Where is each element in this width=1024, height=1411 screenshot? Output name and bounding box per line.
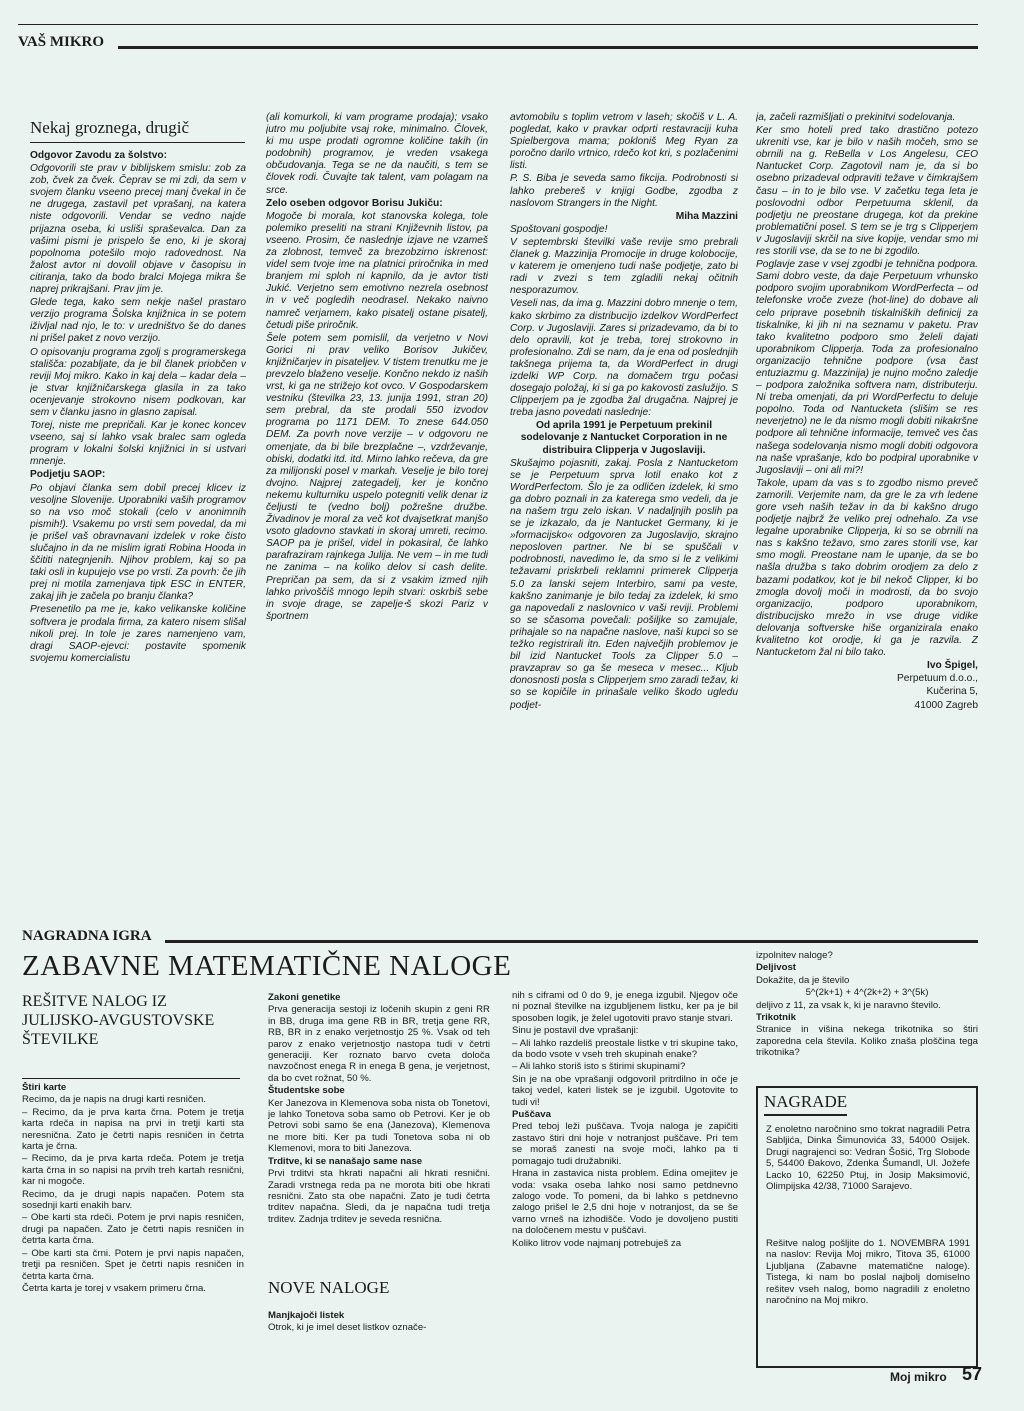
letters-column-2: [266, 112, 488, 910]
letters-column-1: [30, 150, 246, 910]
paragraph: Podjetju SAOP:: [30, 469, 106, 481]
paragraph: Takole, upam da vas s to zgodbo nismo preveč zamorili. Verjemite nam, da gre le za vrh ledene gore vseh naših težav in da bi kakšno drugo podjetje najbrž že veliko prej odnehalo. Za vse legalne uporabnike Clipperja, ki so se obrnili na nas s kakšno težavo, smo zares storili vse, kar smo mogli. Preostane nam le upanje, da se bo našla družba s tako dobrim orodjem za delo z bazami podatkov, kot je bil nekoč Clipper, ki bo zmogla dovolj moči in modrosti, da bo svojo organizacijo, podporo uporabnikom, distribucijsko mrežo in vse druge vidike delovanja softverske hiše organizirala enako kvalitetno kot orodje, ki ga je razvila. Z Nantucketom žal ni bilo tako.: [756, 477, 978, 659]
game-title: ZABAVNE MATEMATIČNE NALOGE: [22, 950, 512, 982]
paragraph: – Recimo, da je prva karta črna. Potem je tretja karta rdeča in napisa na prvi in tretji karti sta neresnična. Zato je četrti napis resničen in četrta karta je črna.: [22, 1106, 244, 1153]
paragraph: Dokažite, da je število: [756, 974, 850, 986]
paragraph: Zakoni genetike: [268, 992, 341, 1003]
header-rule: [118, 46, 978, 49]
paragraph: Perpetuum d.o.o.,: [897, 673, 978, 685]
paragraph: izpolnitev naloge?: [756, 950, 833, 961]
paragraph: Spoštovani gospodje!: [510, 223, 608, 235]
paragraph: P. S. Biba je seveda samo fikcija. Podrobnosti si lahko prebereš v knjigi Godbe, zgodba z naslovom Strangers in the Night.: [510, 173, 738, 209]
paragraph: Sin je na obe vprašanji odgovoril pritrdilno in oče je takoj vedel, kateri listek se je izgubil. Ugotovite to tudi vi!: [512, 1073, 738, 1108]
paragraph: 5^(2k+1) + 4^(2k+2) + 3^(5k): [805, 987, 929, 999]
paragraph: – Recimo, da je prva karta rdeča. Potem je tretja karta črna in so napisi na prvih treh kartah resnični, kar ni mogoče.: [22, 1153, 244, 1188]
paragraph: Recimo, da je napis na drugi karti resničen.: [22, 1094, 206, 1106]
magazine-name: Moj mikro: [890, 1370, 947, 1384]
paragraph: Manjkajoči listek: [268, 1310, 345, 1321]
paragraph: (ali komurkoli, ki vam programe prodaja); vsako jutro mu poljubite vsaj roke, minimalno. Človek, ki mu uspe prodati ogromne količine takih (in podobnih) programov, je vreden vsakega občudovanja. Tega se ne da naučiti, s tem se človek rodi. Čuvajte tak talent, vam polagam na srce.: [266, 112, 488, 196]
game-column-3: [512, 990, 738, 1360]
paragraph: Recimo, da je drugi napis napačen. Potem sta sosednji karti enakih barv.: [22, 1188, 244, 1212]
prizes-text: Z enoletno naročnino smo tokrat nagradili Petra Sabljića, Dinka Šimunovića 33, 54000 Osijek. Drugi nagrajenci so: Vedran Šošić, Trg Slobode 5, 54400 Đakovo, Zdenka Šumandl, Ul. Jožefe Lacko 10, 62250 Ptuj, in Josip Maksimović, Olimpijska 42/38, 71000 Sarajevo.: [766, 1124, 970, 1193]
page-number: 57: [962, 1364, 983, 1384]
letters-column-3: [510, 112, 738, 910]
paragraph: Mogoče bi morala, kot stanovska kolega, tole polemiko preseliti na strani Književnih listov, pa vseeno. Prosim, če naslednje izjave ne vzameš za zlobnost, temveč za brezobzirno iskrenost: videl sem tvoje ime na platnici priročnika in med branjem mi sploh ni kapnilo, da je avtor tisti Jukić. Verjetno sem emotivno nezrela osebnost in v več pogledih neodrasel. Nekako naivno namreč verjamem, kako pisatelj ostane pisatelj, četudi piše priročnik.: [266, 210, 488, 331]
paragraph: Hrana in zastavica nista problem. Edina omejitev je voda: vsaka oseba lahko nosi samo petdnevno zalogo vode. To pomeni, da bi lahko s petdnevno zalogo prišel le 2,5 dni hoje v notranjost, da se še varno vrneš na izhodišče. Vodo je dovoljeno pustiti na določenem mestu v puščavi.: [512, 1168, 738, 1237]
paragraph: Ker Janezova in Klemenova soba nista ob Tonetovi, je lahko Tonetova soba samo ob Petrovi. Ker je ob Petrovi sobi samo še ena (Janezova), Klemenova ne more biti. Ker pa tudi Tonetova soba ni ob Klemenovi, mora to biti Janezova.: [268, 1097, 490, 1155]
paragraph: Četrta karta je torej v vsakem primeru črna.: [22, 1282, 206, 1294]
paragraph: – Ali lahko storiš isto s štirimi skupinami?: [512, 1061, 686, 1073]
paragraph: – Ali lahko razdeliš preostale listke v tri skupine tako, da bodo vsote v vseh treh skupinah enake?: [512, 1037, 738, 1061]
paragraph: Odgovorili ste prav v biblijskem smislu: zob za zob, čvek za čvek. Čeprav se mi zdi, da sem v svojem članku vseeno precej manj čvekal in če ne drugega, zastavil pet vprašanj, na katera niste odgovorili. Vendar se vedno najde prijazna oseba, ki usliši spraševalca. Dan za vašimi pismi je prispelo še eno, ki je skoraj popolnoma potešilo mojo radovednost. Na žalost avtor ni dovolil objave v časopisu in citiranja, tako da bodo bralci Mojega mikra še naprej prikrajšani. Prav jim je.: [30, 163, 246, 296]
subtitle-rule: [22, 1078, 240, 1079]
prizes-box: [756, 1086, 978, 1368]
game-column-2: [268, 992, 490, 1262]
paragraph: – Obe karti sta črni. Potem je prvi napis napačen, tretji pa resničen. Spet je četrti napis resničen in četrta karta črna.: [22, 1247, 244, 1282]
paragraph: Trditve, ki se nanašajo same nase: [268, 1155, 423, 1167]
paragraph: Zelo oseben odgovor Borisu Jukiču:: [266, 197, 443, 209]
paragraph: Od aprila 1991 je Perpetuum prekinil sodelovanje z Nantucket Corporation in ne distribuira Clipperja v Jugoslaviji.: [520, 420, 728, 456]
paragraph: Puščava: [512, 1109, 551, 1121]
paragraph: Štiri karte: [22, 1082, 67, 1093]
paragraph: Po objavi članka sem dobil precej klicev iz vesoljne Slovenije. Uporabniki vaših programov so na vso moč stokali (celo v anonimnih pismih!). Vsakemu po vrsti sem povedal, da mi je prišel vaš obravnavani izdelek v roke čisto slučajno in da ne mislim igrati Robina Hooda in ščititi nategnjenih. Njihov problem, kaj so pa taki osli in kupujejo vse po vrsti. Za povrh: če jih prej ni motila zamenjava tipk ESC in ENTER, zakaj jih je začela po branju članka?: [30, 482, 246, 603]
paragraph: O opisovanju programa zgolj s programerskega stališča: pozabljate, da je bil članek priobčen v reviji Moj mikro. Kako in kaj dela – kadar dela – je stvar knjižničarskega glasila in za tako ocenjevanje strokovno nisem podkovan, kar sem v članku jasno in glasno zapisal.: [30, 346, 246, 418]
paragraph: ja, začeli razmišljati o prekinitvi sodelovanja.: [756, 112, 956, 123]
game-column-2-b: [268, 1310, 490, 1350]
paragraph: Veseli nas, da ima g. Mazzini dobro mnenje o tem, kako skrbimo za distribucijo izdelkov WordPerfect Corp. v Jugoslaviji. Zares si prizadevamo, da bi to delo opravili, kot je treba, torej strokovno in profesionalno. Zdi se nam, da je ena od poslednjih takšnega prijema ta, da WordPerfect in drugi izdelki WP Corp. na domačem trgu počasi dosegajo položaj, ki si ga po kakovosti zaslužijo. S Clipperjem pa je zgodba žal drugačna. Najprej je treba jasno povedati naslednje:: [510, 298, 738, 419]
prizes-text-2: Rešitve nalog pošljite do 1. NOVEMBRA 1991 na naslov: Revija Moj mikro, Titova 35, 61000 Ljubljana (Zabavne matematične naloge). Tistega, ki nam bo poslal najbolj domiselno rešitev vseh nalog, bomo nagradili z enoletno naročnino na Moj mikro.: [766, 1238, 970, 1307]
paragraph: avtomobilu s toplim vetrom v laseh; skočiš v L. A. pogledat, kako v pravkar odprti restavraciji kuha Spielbergova mama; pokloniš Meg Ryan za poročno darilo vrtnico, rdečo kot kri, s pozlačenimi listi.: [510, 112, 738, 172]
prizes-title: NAGRADE: [764, 1092, 847, 1116]
game-subtitle: REŠITVE NALOG IZ JULIJSKO-AVGUSTOVSKE ŠTEVILKE: [22, 993, 215, 1048]
paragraph: Trikotnik: [756, 1012, 796, 1024]
paragraph: 41000 Zagreb: [914, 699, 978, 711]
paragraph: deljivo z 11, za vsak k, ki je naravno število.: [756, 999, 941, 1011]
paragraph: V septembrski številki vaše revije smo prebrali članek g. Mazzinija Promocije in druge kolobocije, v katerem je omenjeno tudi naše podjetje, zato bi radi v zvezi s tem zgladili nekaj očitnih nesporazumov.: [510, 236, 738, 297]
paragraph: Odgovor Zavodu za šolstvo:: [30, 150, 167, 161]
paragraph: Skušajmo pojasniti, zakaj. Posla z Nantucketom se je Perpetuum sprva lotil enako kot z WordPerfectom. Šlo je za odličen izdelek, ki smo ga dobro poznali in za katerega smo vedeli, da je na našem trgu zelo iskan. V nadaljnjih poslih pa se je izkazalo, da je Nantucket Germany, ki je »formacijsko« odgovoren za Jugoslavijo, skrajno neposloven partner. Ne bi se spuščali v podrobnosti, navedimo le, da smo si le z velikimi težavami priskrbeli reklamni primerek Clipperja 5.0 za lanski sejem Interbiro, sami pa veste, kakšno zanimanje je bilo tedaj za izdelek, ki smo ga napovedali z naslovnico v vaši reviji. Problemi so se sčasoma povečali: pošiljke so zamujale, prihajale so na napačne naslove, naši kupci so se težko registrirali itn. Eden največjih problemov je bil izid Nantucket Tools za Clipper 5.0 – pravzaprav so ga še meseca v mesec... Kljub donosnosti posla s Clipperjem smo zaradi težav, ki so se kopičile in prinašale veliko škodo ugledu podjet-: [510, 457, 738, 711]
paragraph: Presenetilo pa me je, kako velikanske količine softvera je prodala firma, za katero nisem slišal nikoli prej. In tole je zares namenjeno vam, dragi SAOP-ejevci: postavite spomenik svojemu komercialistu: [30, 604, 246, 664]
paragraph: Šele potem sem pomislil, da verjetno v Novi Gorici ni prav veliko Borisov Jukičev, knjižničarjev in pisateljev. V tistem trenutku me je prevzelo blaženo veselje. Končno nekdo iz naših vrst, ki ga ne strižejo kot ovco. V Gospodarskem vestniku (številka 23, 13. junija 1991, stran 20) sem prebral, da ste prodali 550 izvodov programa po 1171 DEM. To znese 644.050 DEM. Za povrh nove verzije – v odgovoru ne omenjate, da bi bile brezplačne –, vzdrževanje, obiski, dodatki itd. itd. Mirno lahko rečeva, da gre za milijonski posel v markah. Veselje je bilo torej dvojno. Najprej zategadelj, ker je končno nekemu kulturniku uspelo potegniti velik denar iz čeljusti te (vedno bolj) požrešne družbe. Živadinov je moral za več kot dvajsetkrat manjšo vsoto gladovno stavkati in skoraj umreti, recimo. SAOP pa je prišel, videl in pokasiral, če lahko parafraziram rajnkega Julija. Ne vem – in me tudi ne zanima – na koliko delov si cash delite. Prepričan pa sem, da si z vsakim izmed njih lahko privoščiš mnogo lepih stvari: oskrbiš sebe in svoje drage, se zapeljeꞏš skozi Pariz v športnem: [266, 332, 488, 622]
paragraph: Miha Mazzini: [675, 210, 738, 222]
game-header-rule: [165, 940, 978, 943]
paragraph: Stranice in višina nekega trikotnika so štiri zaporedna cela števila. Koliko znaša ploščina tega trikotnika?: [756, 1024, 978, 1059]
paragraph: Deljivost: [756, 962, 796, 974]
game-section-header: NAGRADNA IGRA: [22, 928, 152, 944]
paragraph: Otrok, ki je imel deset listkov označe-: [268, 1322, 427, 1334]
paragraph: Ivo Špigel,: [927, 660, 978, 672]
paragraph: Prvi trditvi sta hkrati napačni ali hkrati resnični. Zaradi vrstnega reda pa ne morota biti obe hkrati resnični. Zato sta obe napačni. Zato je tudi četrta trditev napačna. Sledi, da je napačna tudi tretja trditev. Zadnja trditev je seveda resnična.: [268, 1168, 490, 1225]
paragraph: Glede tega, kako sem nekje našel prastaro verzijo programa Šolska knjižnica in se potem iživljal nad njo, le to: v uredništvo še do danes ni prišel paket z novo verzijo.: [30, 297, 246, 345]
paragraph: nih s ciframi od 0 do 9, je enega izgubil. Njegov oče ni poznal številke na izgubljenem listku, ker pa je bil sposoben logik, je želel ugotoviti pravo stanje stvari.: [512, 990, 738, 1024]
section-header: VAŠ MIKRO: [18, 34, 104, 50]
paragraph: Študentske sobe: [268, 1085, 345, 1097]
game-column-4: [756, 950, 978, 1090]
paragraph: – Obe karti sta rdeči. Potem je prvi napis resničen, drugi pa napačen. Zato je četrti napis resničen in četrta karta črna.: [22, 1212, 244, 1247]
paragraph: Prva generacija sestoji iz ločenih skupin z geni RR in BB, druga ima gene RB in BR, tretja gene RR, RB, BR in z enako verjetnostjo 25 %. Vsak od teh parov z enako verjetnostjo nastopa tudi v četrti generaciji. Ker roznato barvo cveta določa navzočnost enega R in enega B gena, je verjetnost, da bo cvet rožnat, 50 %.: [268, 1004, 490, 1084]
paragraph: Kučerina 5,: [926, 686, 978, 698]
game-column-1: [22, 1082, 244, 1372]
title-rule: [30, 142, 245, 143]
paragraph: Torej, niste me prepričali. Kar je konec koncev vseeno, saj si lahko vsak bralec sam ogleda program v lokalni šolski knjižnici in si ustvari mnenje.: [30, 420, 246, 468]
paragraph: Ker smo hoteli pred tako drastično potezo ukreniti vse, kar je bilo v naših močeh, smo se obrnili na g. ReBella v Los Angelesu, CEO Nantucket Corp. Zagotovil nam je, da si bo osebno prizadeval odpraviti težave v čimkrajšem času – in to je bilo vse. V začetku tega leta je poslovodni odbor Perpetuuma sklenil, da podjetju ne preostane drugega, kot da prekine problematični posel. S tem se je trg s Clipperjem v Jugoslaviji skrčil na sive kopije, vendar smo mi res storili vse, da se to ne bi zgodilo.: [756, 125, 978, 258]
paragraph: Sinu je postavil dve vprašanji:: [512, 1025, 639, 1037]
paragraph: Koliko litrov vode najmanj potrebuješ za: [512, 1237, 682, 1249]
letters-column-4: [756, 112, 978, 910]
new-tasks-title: NOVE NALOGE: [268, 1278, 390, 1297]
article-title: Nekaj groznega, drugič: [30, 118, 190, 137]
paragraph: Pred teboj leži puščava. Tvoja naloga je zapičiti zastavo štiri dni hoje v notranjost puščave. Pri tem se moraš zanesti na svoje moči, lahko pa ti pomagajo tudi družabniki.: [512, 1121, 738, 1167]
top-rule: [18, 24, 978, 25]
paragraph: Poglavje zase v vsej zgodbi je tehnična podpora. Sami dobro veste, da daje Perpetuum vrhunsko podporo svojim uporabnikom WordPerfecta – od telefonske vroče zveze (hot-line) do dobave ali celo priprave posebnih tiskalniških definicij za tiskalnike, ki jih ni na seznamu v paketu. Prav tako kvalitetno podporo smo želeli dajati uporabnikom Clipperja. Toda za profesionalno organizacijo tehnične podpore (vsa čast entuziazmu g. Mazzinija) je nujno močno zaledje – podpora založnika softvera nam, distributerju. Ni treba omenjati, da pri WordPerfectu to deluje popolno. Toda od Nantucketa (slišim se res neverjetno) ne le da nismo mogli dobiti nikakršne podpore ali tehnične informacije, temveč ves čas našega sodelovanja nismo mogli dobiti odgovora na naše vprašanje, kdo bo podpiral uporabnike v Jugoslaviji – oni ali mi?!: [756, 259, 978, 476]
